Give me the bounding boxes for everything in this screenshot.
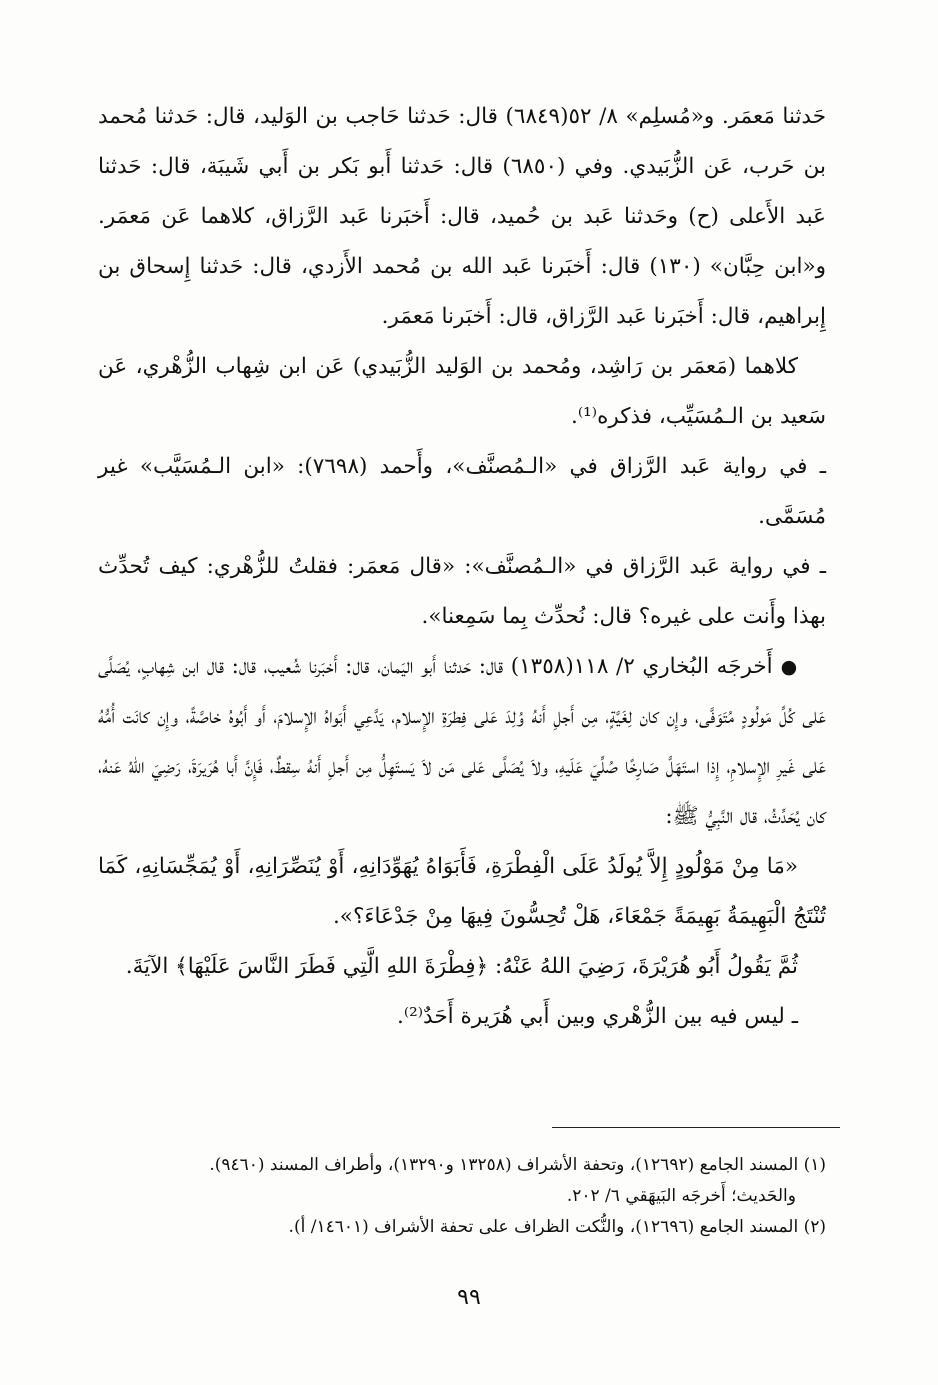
paragraph-isnad-chains: حَدثنا مَعمَر. و«مُسلِم» ٨/ ٥٢(٦٨٤٩) قال: حَدثنا حَاجب بن الوَليد، قال: حَدثنا مُحمد بن حَرب، عَن الزُّبَيدي. وفي (٦٨٥٠) قال: حَدثنا أَبو بَكر بن أَبي شَيبَة، قال: حَدثنا عَبد الأَعلى (ح) وحَدثنا عَبد بن حُميد، قال: أَخبَرنا عَبد الرَّزاق، كلاهما عَن مَعمَر. و«ابن حِبَّان» (١٣٠) قال: أَخبَرنا عَبد الله بن مُحمد الأَزدي، قال: حَدثنا إِسحاق بن إِبراهيم، قال: أَخبَرنا عَبد الرَّزاق، قال: أَخبَرنا مَعمَر. <box>98 104 827 329</box>
paragraph-note-mamar-question: ـ في رواية عَبد الرَّزاق في «الـمُصنَّف»: «قال مَعمَر: فقلتُ للزُّهْري: كيف تُحدِّث بهذا وأَنت على غيره؟ قال: نُحدِّث بِما سَمِعنا». <box>98 554 826 629</box>
footnotes <box>98 1150 826 1243</box>
main-text <box>98 92 826 1042</box>
paragraph-abu-hurayra-quote: ثُمَّ يَقُولُ أَبُو هُرَيْرَةَ، رَضِيَ اللهُ عَنْهُ: ﴿فِطْرَةَ اللهِ الَّتِي فَطَرَ النَّاسَ عَلَيْهَا﴾ الآيَةَ. <box>125 954 798 979</box>
footnote-separator <box>552 1127 840 1128</box>
paragraph-both-narrators: كلاهما (مَعمَر بن رَاشِد، ومُحمد بن الوَليد الزُّبَيدي) عَن ابن شِهاب الزُّهْري، عَن سَعيد بن الـمُسَيِّب، فذكره⁽¹⁾. <box>98 354 826 429</box>
paragraph-note-no-intermediary: ـ ليس فيه بين الزُّهْري وبين أَبي هُرَيرة أَحَدٌ⁽²⁾. <box>397 1004 798 1029</box>
paragraph-hadith-matn: «مَا مِنْ مَوْلُودٍ إِلاَّ يُولَدُ عَلَى الْفِطْرَةِ، فَأَبَوَاهُ يُهَوِّدَانِهِ، أَوْ يُنَصِّرَانِهِ، أَوْ يُمَجِّسَانِهِ، كَمَا تُنْتَجُ الْبَهِيمَةُ بَهِيمَةً جَمْعَاءَ، هَلْ تُحِسُّونَ فِيهَا مِنْ جَدْعَاءَ؟». <box>98 854 826 929</box>
paragraph-bukhari-text: أَخرجَه البُخاري ٢/ ١١٨(١٣٥٨) قال: حَدثنا أَبو اليَمان، قال: أَخبَرنا شُعيب، قال: قال ابن شِهابٍ، يُصَلَّى عَلى كُلِّ مَولُودٍ مُتَوَفَّى، وإِن كان لِغَيَّةٍ، مِن أَجلِ أَنهُ وُلِدَ عَلى فِطرَةِ الإِسلام، يَدَّعِي أَبَواهُ الإِسلامَ، أَو أَبُوهُ خاصَّةً، وإِن كانَت أُمُّهُ عَلى غَيرِ الإِسلامِ، إِذا استَهَلَّ صَارِخًا صُلِّيَ عَلَيهِ، ولاَ يُصَلَّى عَلى مَن لاَ يَستَهِلُّ مِن أَجلِ أَنهُ سِقطٌ، فَإِنَّ أَبا هُرَيرَةَ، رَضِيَ اللهُ عَنهُ، كان يُحَدِّثُ، قال النَّبِيُّ ﷺ: <box>98 654 826 829</box>
paragraph-note-abdurrazzaq-ahmad: ـ في رواية عَبد الرَّزاق في «الـمُصنَّف»، وأَحمد (٧٦٩٨): «ابن الـمُسَيَّب» غير مُسَمَّى. <box>98 454 826 529</box>
footnote-2: (٢) المسند الجامع (١٢٦٩٦)، والنُّكت الظراف على تحفة الأشراف (١٤٦٠١/ أ). <box>288 1217 826 1237</box>
footnote-1-line-1: (١) المسند الجامع (١٢٦٩٢)، وتحفة الأشراف (١٣٢٥٨ و١٣٢٩٠)، وأطراف المسند (٩٤٦٠). <box>209 1155 826 1175</box>
paragraph-bukhari-takhrij <box>98 642 826 842</box>
bullet-icon: ● <box>780 656 798 678</box>
footnote-1-line-2: والحَديث؛ أَخرجَه البَيهَقي ٦/ ٢٠٢. <box>566 1186 796 1206</box>
page-number: ٩٩ <box>457 1285 481 1310</box>
